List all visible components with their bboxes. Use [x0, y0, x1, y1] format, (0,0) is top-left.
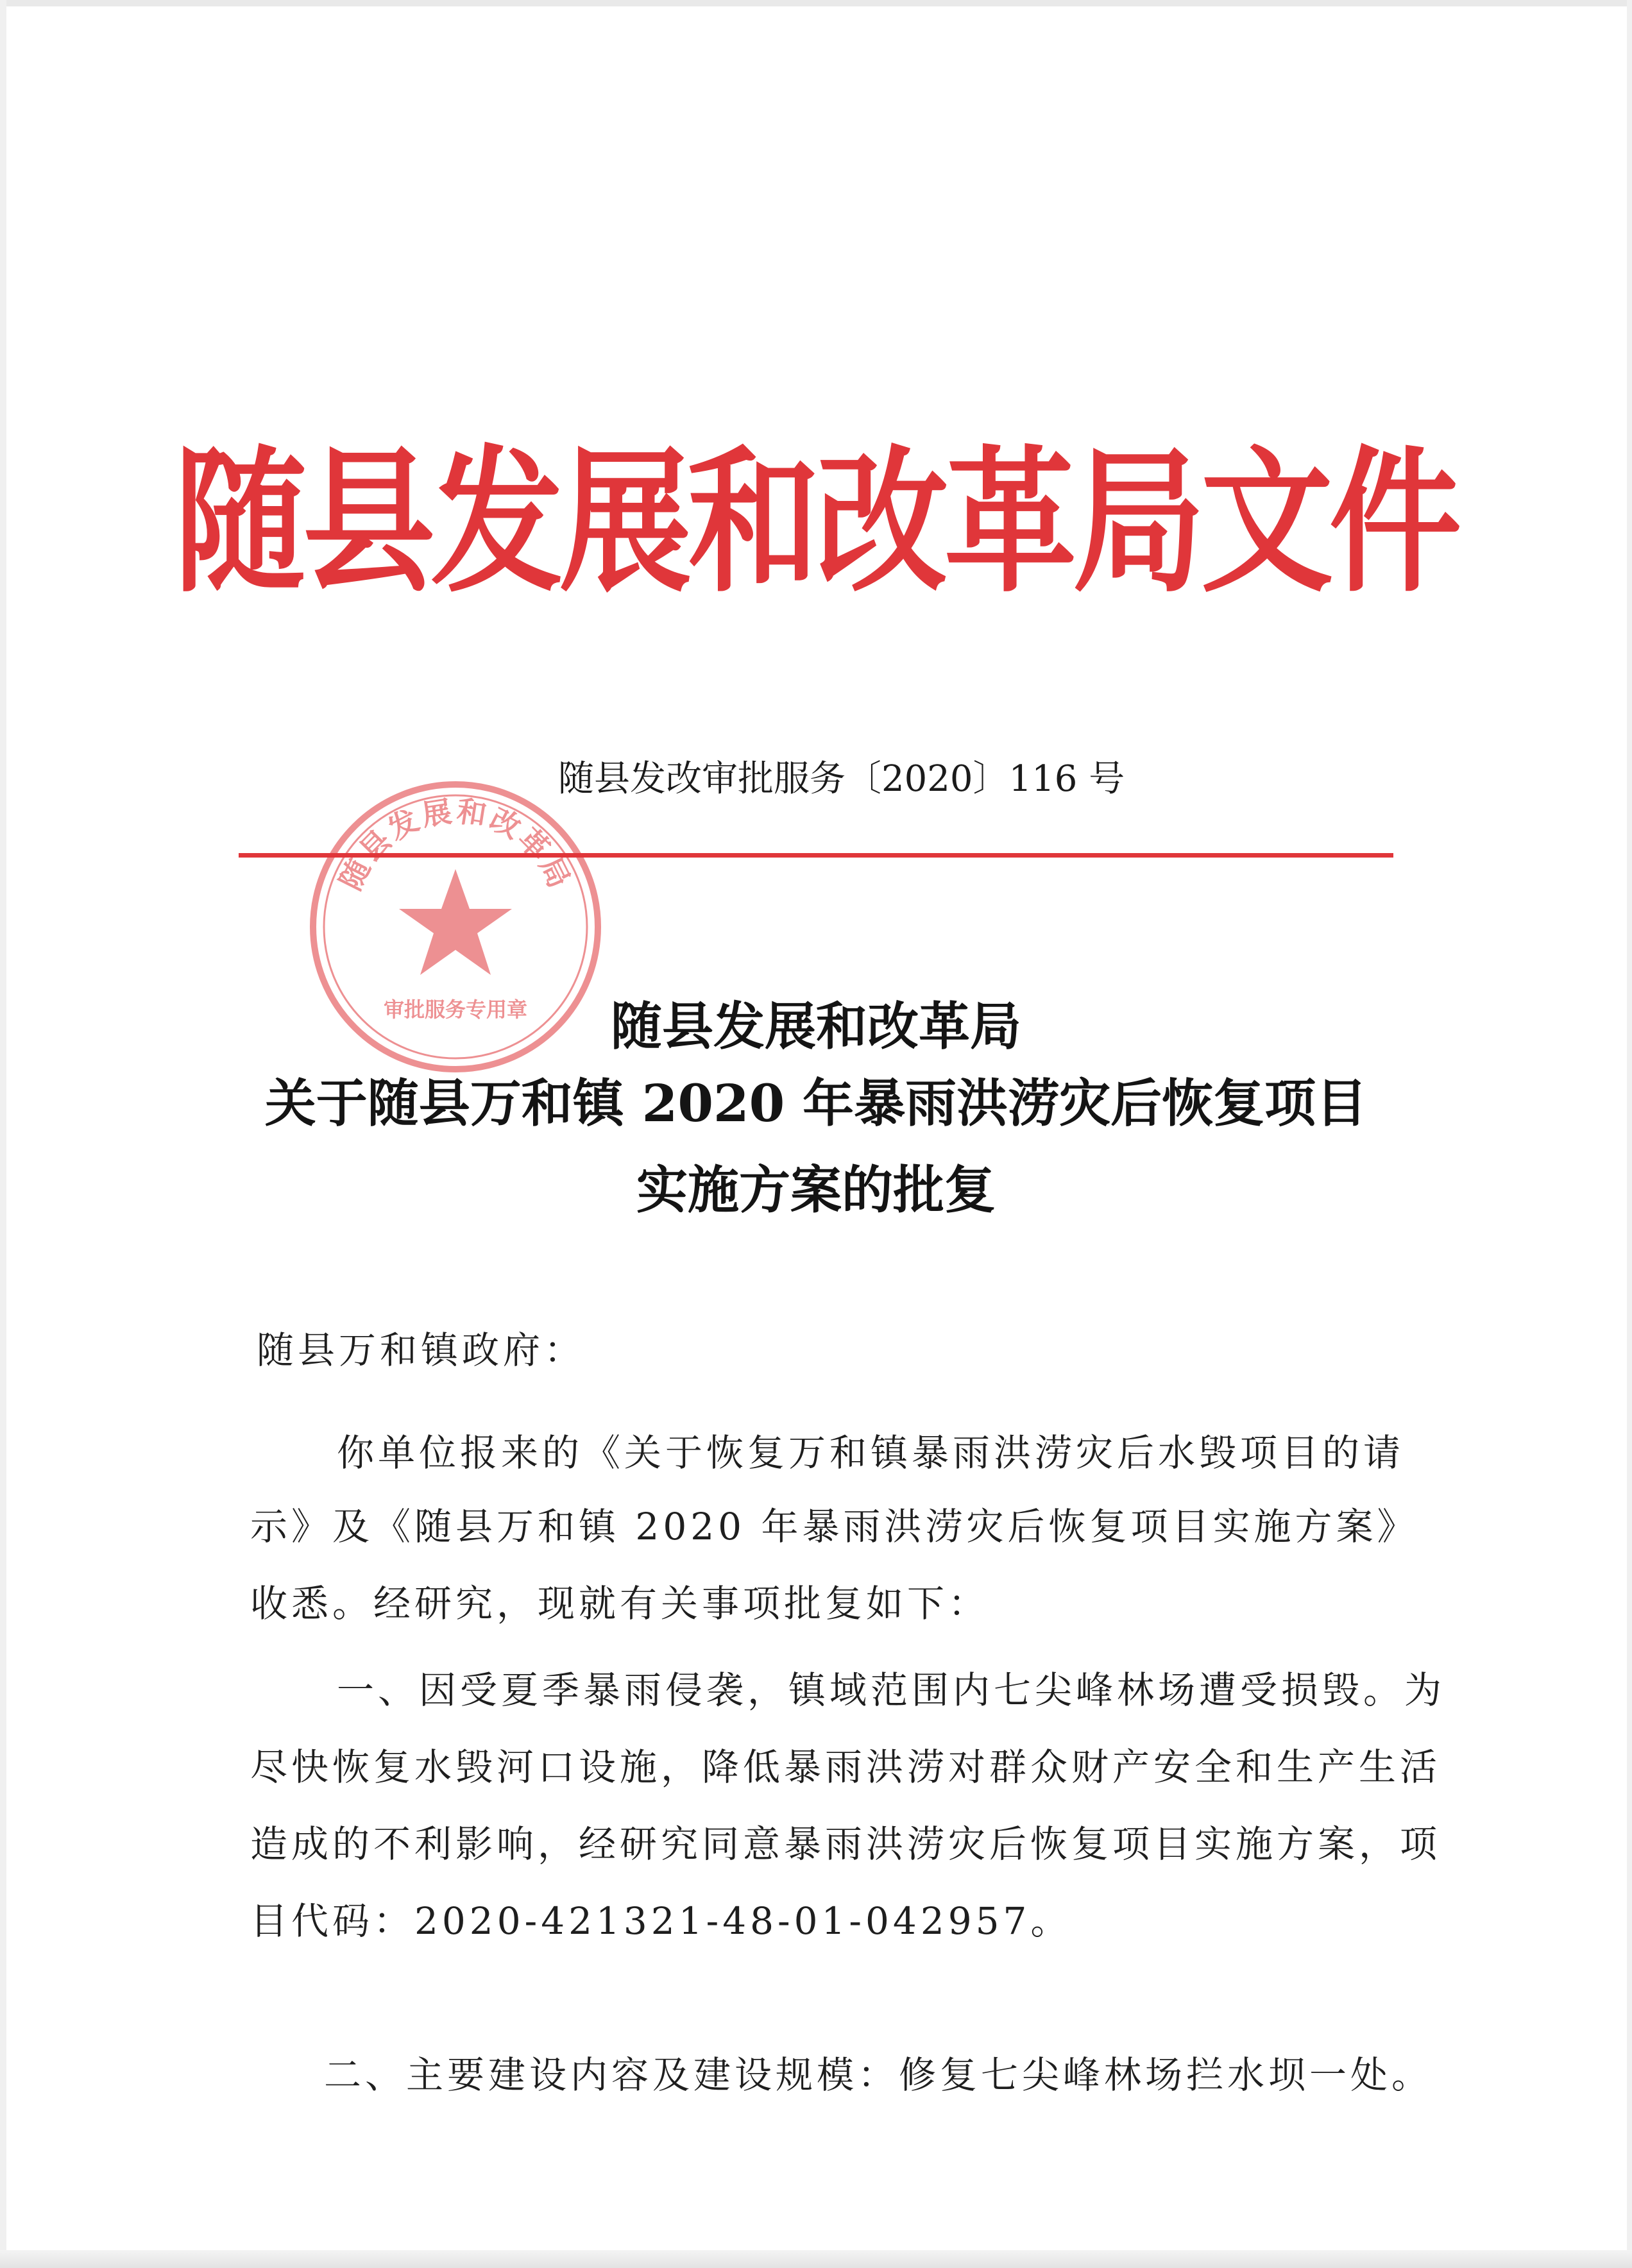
document-masthead: 随县发展和改革局文件 [174, 432, 1458, 614]
body-line: 目代码：2020-421321-48-01-042957。 [250, 1899, 1072, 1943]
body-line: 你单位报来的《关于恢复万和镇暴雨洪涝灾后水毁项目的请 [337, 1431, 1405, 1475]
body-line: 收悉。经研究，现就有关事项批复如下： [250, 1582, 990, 1625]
body-line: 二、主要建设内容及建设规模：修复七尖峰林场拦水坝一处。 [324, 2053, 1433, 2097]
seal-arc-text: 随县发展和改革局 [332, 793, 579, 896]
body-line: 示》及《随县万和镇 2020 年暴雨洪涝灾后恢复项目实施方案》 [250, 1505, 1418, 1548]
body-line: 一、因受夏季暴雨侵袭，镇域范围内七尖峰林场遭受损毁。为 [337, 1668, 1446, 1712]
document-number: 随县发改审批服务〔2020〕116 号 [558, 758, 1125, 800]
seal-star-icon [399, 869, 512, 975]
title-line-1: 随县发展和改革局 [611, 996, 1021, 1056]
seal-sub-text: 审批服务专用章 [383, 997, 528, 1022]
salutation: 随县万和镇政府： [257, 1328, 586, 1372]
scan-edge-bottom [0, 2250, 1632, 2268]
title-line-3: 实施方案的批复 [636, 1160, 996, 1220]
title-line-2: 关于随县万和镇 2020 年暴雨洪涝灾后恢复项目 [264, 1073, 1368, 1133]
scan-edge-top [0, 0, 1632, 6]
body-line: 造成的不利影响，经研究同意暴雨洪涝灾后恢复项目实施方案，项 [250, 1822, 1441, 1866]
body-line: 尽快恢复水毁河口设施，降低暴雨洪涝对群众财产安全和生产生活 [250, 1745, 1441, 1789]
